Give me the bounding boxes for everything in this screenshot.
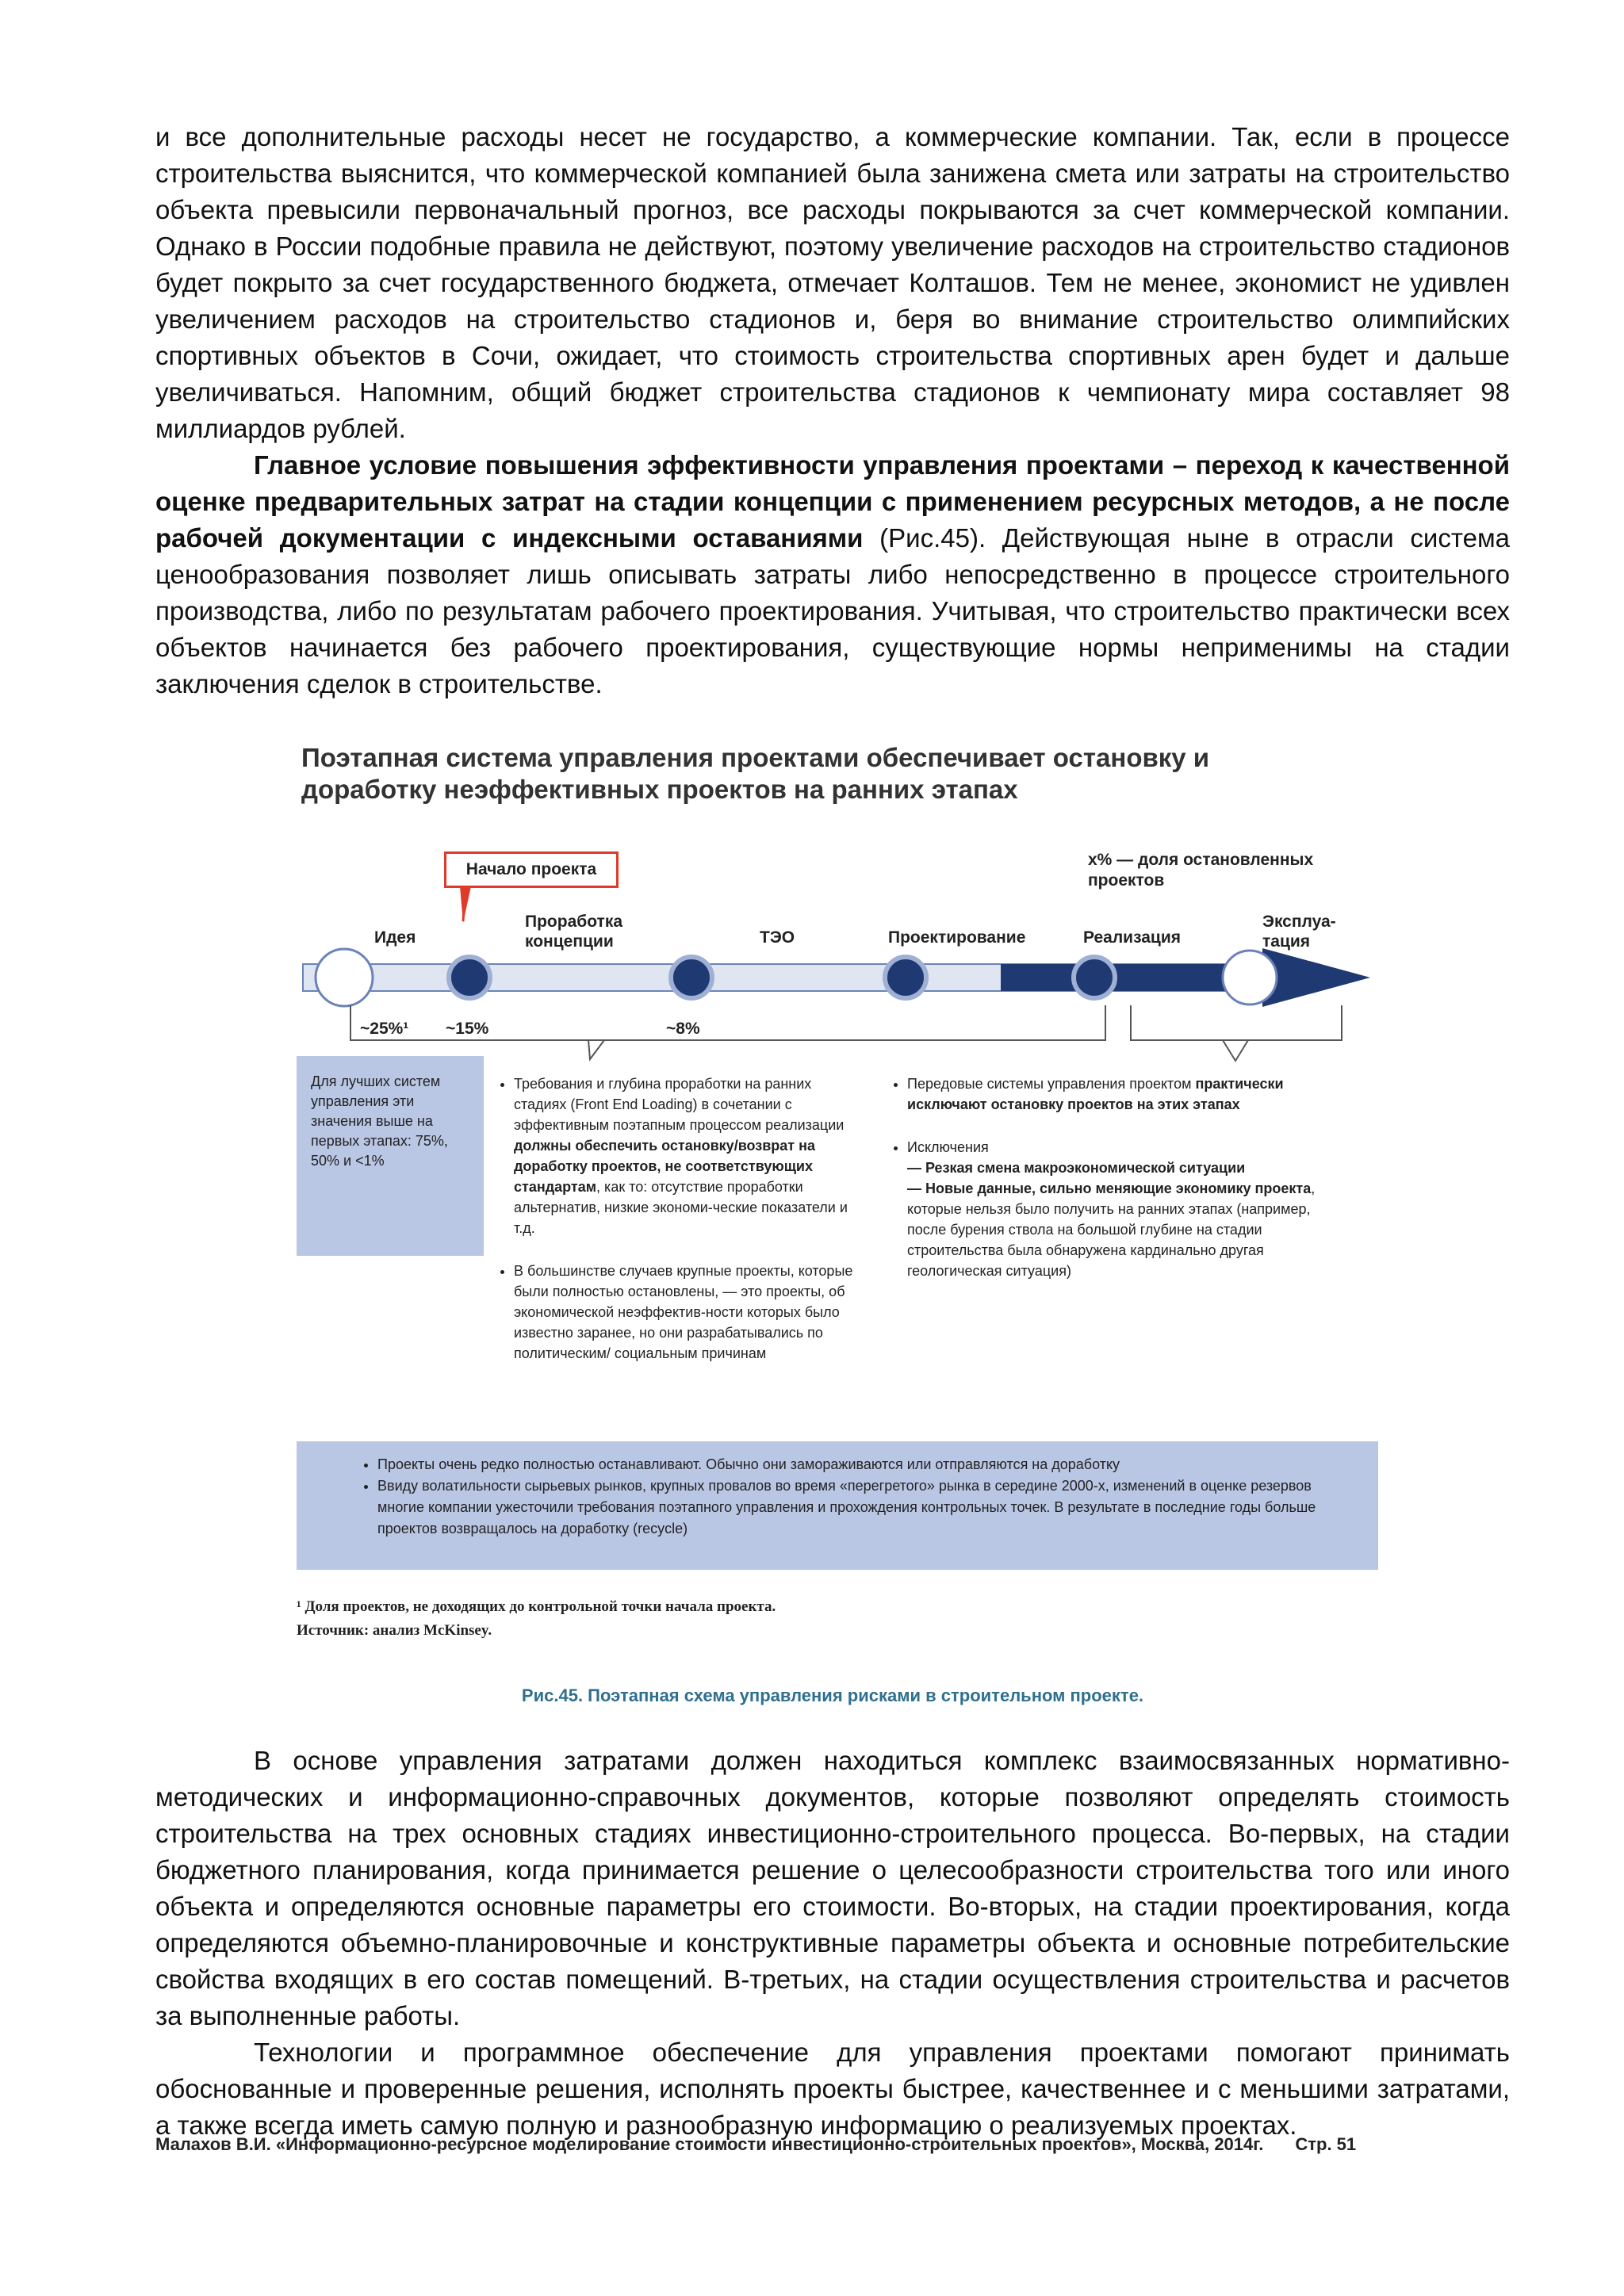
stage-operation: Эксплуа-тация bbox=[1262, 913, 1336, 951]
figure-legend-note: x% — доля остановленных проектов bbox=[1088, 851, 1314, 890]
stage-idea: Идея bbox=[374, 928, 416, 947]
body-text-top bbox=[155, 119, 1510, 702]
figure-title: Поэтапная система управления проектами обеспечивает остановку и доработку неэффективных проектов на ранних этапах bbox=[301, 743, 1210, 804]
milestone-1 bbox=[316, 949, 373, 1006]
paragraph-3: В основе управления затратами должен находиться комплекс взаимосвязанных нормативно-методических и информационно-справочных документов, которые позволяют определять стоимость строительства на трех основных стадиях инвестиционно-строительного процесса. Во-первых, на стадии бюджетного планирования, когда принимается решение о целесообразности строительства того или иного объекта и определяются основные параметры его стоимости. Во-вторых, на стадии проектирования, когда определяются объемно-планировочные и конструктивные параметры объекта и основные потребительские свойства входящих в его состав помещений. В-третьих, на стадии осуществления строительства и расчетов за выполненные работы. bbox=[155, 1746, 1510, 2030]
source-text: Источник: анализ McKinsey. bbox=[297, 1622, 492, 1639]
project-start-label: Начало проекта bbox=[444, 851, 619, 888]
stage-concept: Проработка концепции bbox=[525, 913, 623, 951]
milestone-3 bbox=[671, 957, 712, 998]
paragraph-2-rest: (Рис.45). Действующая ныне в отрасли система ценообразования позволяет лишь описывать затраты либо непосредственно в процессе строительного производства, либо по результатам рабочего проектирования. Учитывая, что строительство практически всех объектов начинается без рабочего проектирования, существующие нормы неприменимы на стадии заключения сделок в строительстве. bbox=[155, 523, 1510, 698]
right-column bbox=[888, 1073, 1348, 1303]
timeline-arrowhead bbox=[1262, 948, 1370, 1007]
stage-design: Проектирование bbox=[888, 928, 1026, 947]
percent-start: ~15% bbox=[446, 1020, 489, 1038]
bracket-mid-notch bbox=[588, 1040, 604, 1059]
paragraph-2-bold: Главное условие повышения эффективности управления проектами – переход к качественной оценке предварительных затрат на стадии концепции с применением ресурсных методов, а не после рабочей документации с индексными оставаниями bbox=[155, 450, 1510, 553]
bracket-right-notch bbox=[1223, 1040, 1248, 1061]
milestone-5 bbox=[1074, 957, 1115, 998]
middle-bullet-1: • Требования и глубина проработки на ранних стадиях (Front End Loading) в сочетании с эффективным поэтапным процессом реализации должны обеспечить остановку/возврат на доработку проектов, не соответствующих стандартам, как то: отсутствие проработки альтернатив, низкие экономи-ческие показатели и т.д. bbox=[514, 1073, 860, 1238]
right-bullet-2: • Исключения — Резкая смена макроэкономической ситуации — Новые данные, сильно меняющие экономику проекта, которые нельзя было получить на ранних этапах (например, после бурения ствола на большой глубине на стадии строительства была обнаружена кардинально другая геологическая ситуация) bbox=[907, 1137, 1348, 1281]
right-bullet-1: • Передовые системы управления проектом практически исключают остановку проектов на этих этапах bbox=[907, 1073, 1348, 1115]
milestone-4 bbox=[885, 957, 926, 998]
left-note-box: Для лучших систем управления эти значения выше на первых этапах: 75%, 50% и <1% bbox=[297, 1056, 484, 1256]
stage-feasibility: ТЭО bbox=[760, 928, 795, 947]
bracket-right bbox=[1131, 1005, 1342, 1040]
bottom-bullet-2: • Ввиду волатильности сырьевых рынков, крупных провалов во время «перегретого» рынка в середине 2000-х, изменений в оценке резервов многие компании ужесточили требования поэтапного управления и прохождения контрольных точек. В результате в последние годы больше проектов возвращалось на доработку (recycle) bbox=[377, 1475, 1340, 1540]
middle-column bbox=[495, 1073, 860, 1386]
middle-bullet-2: • В большинстве случаев крупные проекты, которые были полностью остановлены, — это проекты, об экономической неэффектив-ности которых было известно заранее, но они разрабатывались по политическим/ социальным причинам bbox=[514, 1261, 860, 1364]
paragraph-4: Технологии и программное обеспечение для управления проектами помогают принимать обоснованные и проверенные решения, исполнять проекты быстрее, качественнее и с меньшими затратами, а также всегда иметь самую полную и разнообразную информацию о реализуемых проектах. bbox=[155, 2038, 1510, 2140]
bottom-bullet-1: • Проекты очень редко полностью останавливают. Обычно они замораживаются или отправляются на доработку bbox=[377, 1454, 1340, 1475]
figure-footnote bbox=[297, 1595, 1248, 1643]
footnote-text: ¹ Доля проектов, не доходящих до контрольной точки начала проекта. bbox=[297, 1598, 776, 1615]
milestone-6 bbox=[1223, 951, 1277, 1004]
figure-caption: Рис.45. Поэтапная схема управления рисками в строительном проекте. bbox=[521, 1686, 1144, 1705]
stage-implementation: Реализация bbox=[1083, 928, 1182, 947]
percent-idea: ~25%¹ bbox=[360, 1020, 409, 1038]
percent-feasibility: ~8% bbox=[666, 1020, 700, 1038]
paragraph-1: и все дополнительные расходы несет не государство, а коммерческие компании. Так, если в процессе строительства выяснится, что коммерческой компанией была занижена смета или затраты на строительство объекта превысили первоначальный прогноз, все расходы покрываются за счет коммерческой компании. Однако в России подобные правила не действуют, поэтому увеличение расходов на строительство стадионов будет покрыто за счет государственного бюджета, отмечает Колташов. Тем не менее, экономист не удивлен увеличением расходов на строительство стадионов и, беря во внимание строительство олимпийских спортивных объектов в Сочи, ожидает, что стоимость строительства спортивных арен будет и дальше увеличиваться. Напомним, общий бюджет строительства стадионов к чемпионату мира составляет 98 миллиардов рублей. bbox=[155, 122, 1510, 443]
page-footer bbox=[155, 2134, 1510, 2155]
body-text-bottom bbox=[155, 1743, 1510, 2144]
page-number: Стр. 51 bbox=[1295, 2134, 1357, 2154]
milestone-2 bbox=[449, 957, 490, 998]
figure-risk-management bbox=[287, 725, 1378, 1660]
footer-text: Малахов В.И. «Информационно-ресурсное моделирование стоимости инвестиционно-строительных проектов», Москва, 2014г. bbox=[155, 2134, 1264, 2154]
paragraph-2 bbox=[155, 447, 1510, 702]
bottom-summary-band bbox=[297, 1441, 1378, 1570]
